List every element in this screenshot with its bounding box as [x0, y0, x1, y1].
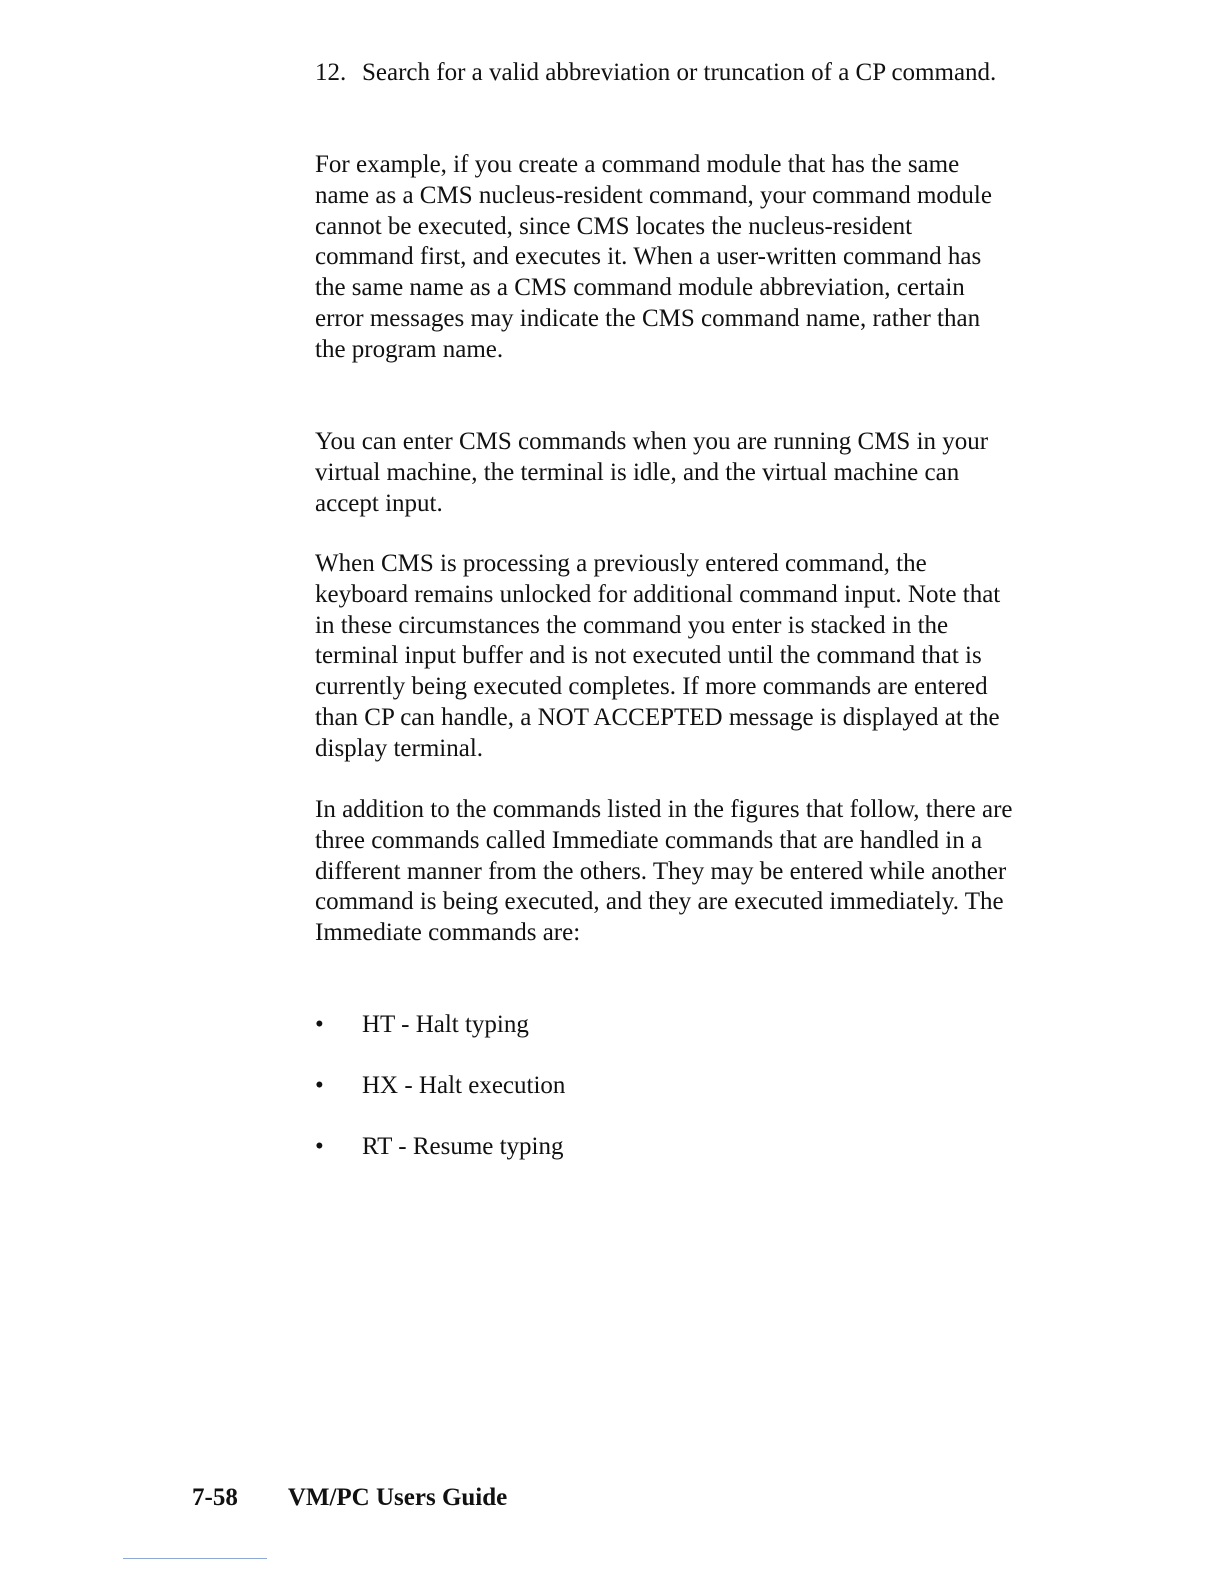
paragraph-stacked-input: When CMS is processing a previously entered command, the keyboard remains unlocked for additional command input. Note that in these circumstances the command you enter is stacked in the terminal input buffer and is not executed until the command that is currently being executed completes. If more commands are entered than CP can handle, a NOT ACCEPTED message is displayed at the display terminal.: [315, 550, 1001, 762]
document-title: VM/PC Users Guide: [287, 1484, 508, 1511]
bullet-icon: •: [315, 1011, 324, 1038]
bullet-text: HX - Halt execution: [362, 1072, 566, 1099]
page-footer: [192, 1484, 507, 1512]
footer-rule-divider: [123, 1558, 267, 1559]
bullet-text: RT - Resume typing: [362, 1133, 564, 1160]
numbered-list-item: [315, 58, 1015, 89]
paragraph-immediate-commands: In addition to the commands listed in the figures that follow, there are three commands called Immediate commands that are handled in a different manner from the others. They may be entered while another command is being executed, and they are executed immediately. The Immediate commands are:: [315, 796, 1013, 947]
paragraph-name-conflict: For example, if you create a command module that has the same name as a CMS nucleus-resident command, your command module cannot be executed, since CMS locates the nucleus-resident command first, and executes it. When a user-written command has the same name as a CMS command module abbreviation, certain error messages may indicate the CMS command name, rather than the program name.: [315, 151, 992, 363]
bullet-icon: •: [315, 1072, 324, 1099]
list-item-text: Search for a valid abbreviation or truncation of a CP command.: [362, 59, 997, 86]
bullet-icon: •: [315, 1133, 324, 1160]
paragraph-entering-commands: You can enter CMS commands when you are running CMS in your virtual machine, the terminal is idle, and the virtual machine can accept input.: [315, 428, 989, 517]
page-number: 7-58: [192, 1484, 238, 1511]
bullet-text: HT - Halt typing: [362, 1011, 529, 1038]
list-item-number: 12.: [315, 59, 347, 86]
